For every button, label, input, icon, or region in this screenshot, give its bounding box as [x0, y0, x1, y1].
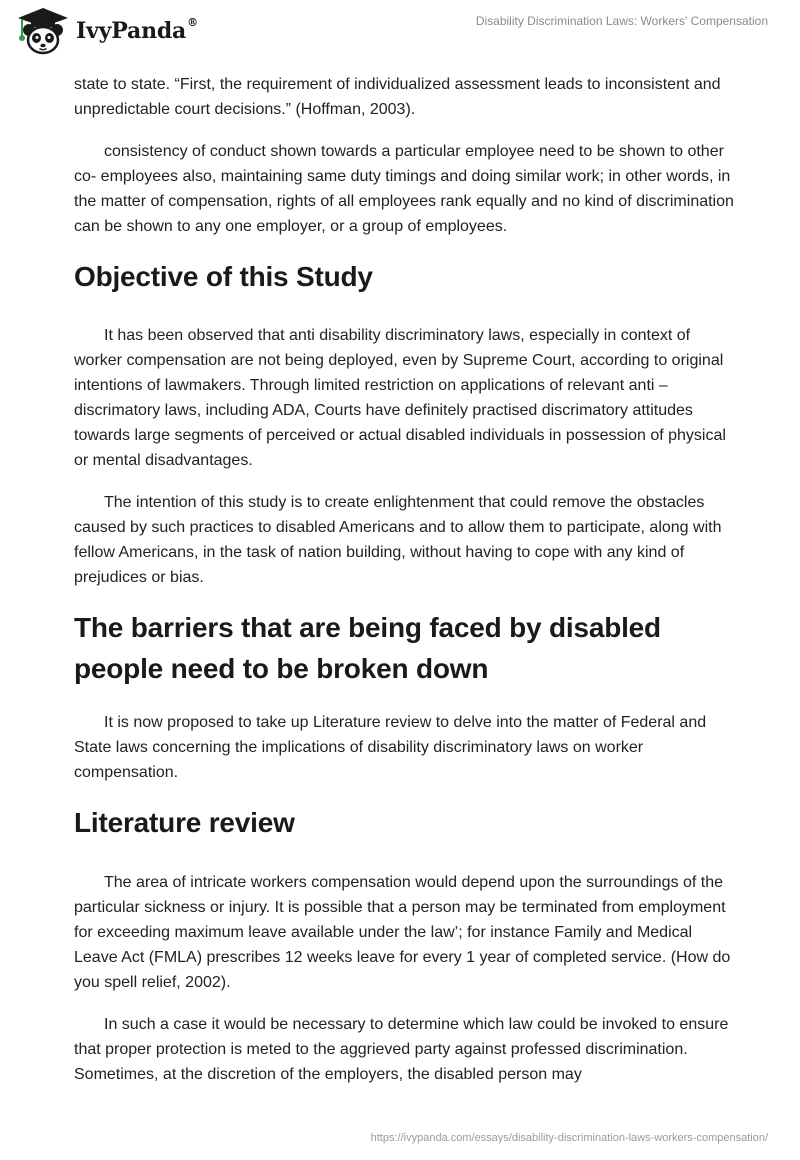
paragraph-objective-2: The intention of this study is to create enlightenment that could remove the obstacles caused by such practices to disabled Americans and to allow them to participate, along with fellow Americans, in the task of nation building, without having to cope with any kind of prejudices or bias. — [74, 494, 722, 586]
heading-barriers: The barriers that are being faced by disabled people need to be broken down — [74, 612, 661, 684]
heading-objective: Objective of this Study — [74, 261, 373, 292]
document-title: Disability Discrimination Laws: Workers' Compensation — [475, 14, 768, 28]
brand-name: IvyPanda® — [76, 16, 198, 44]
paragraph-objective-1: It has been observed that anti disability discriminatory laws, especially in context of worker compensation are not being deployed, even by Supreme Court, according to original intentions of lawmakers. Through limited restriction on applications of relevant anti – discrimatory laws, including ADA, Courts have definitely practised discrimatory attitudes towards large segments of perceived or actual disabled individuals in possession of physical or mental disadvantages. — [74, 327, 726, 469]
source-url[interactable]: https://ivypanda.com/essays/disability-discrimination-laws-workers-compensation/ — [370, 1132, 768, 1144]
paragraph-literature-2: In such a case it would be necessary to determine which law could be invoked to ensure that proper protection is meted to the aggrieved party against professed discrimination. Sometimes, at the discretion of the employers, the disabled person may — [74, 1016, 729, 1083]
paragraph-literature-1: The area of intricate workers compensation would depend upon the surroundings of the particular sickness or injury. It is possible that a person may be terminated from employment for exceeding maximum leave available under the law’; for instance Family and Medical Leave Act (FMLA) prescribes 12 weeks leave for every 1 year of completed service. (How do you spell relief, 2002). — [74, 874, 731, 991]
essay-content — [74, 72, 734, 1104]
page-header — [0, 0, 800, 70]
paragraph-consistency: consistency of conduct shown towards a particular employee need to be shown to other co- employees also, maintaining same duty timings and doing similar work; in other words, in the matter of compensation, rights of all employees rank equally and no kind of discrimination can be shown to any one employer, or a group of employees. — [74, 143, 734, 235]
heading-literature-review: Literature review — [74, 807, 295, 838]
site-logo[interactable] — [14, 6, 198, 56]
paragraph-intro: state to state. “First, the requirement of individualized assessment leads to inconsistent and unpredictable court decisions.” (Hoffman, 2003). — [74, 76, 721, 118]
paragraph-barriers: It is now proposed to take up Literature review to delve into the matter of Federal and State laws concerning the implications of disability discriminatory laws on worker compensation. — [74, 714, 707, 781]
panda-graduate-icon — [14, 6, 72, 56]
